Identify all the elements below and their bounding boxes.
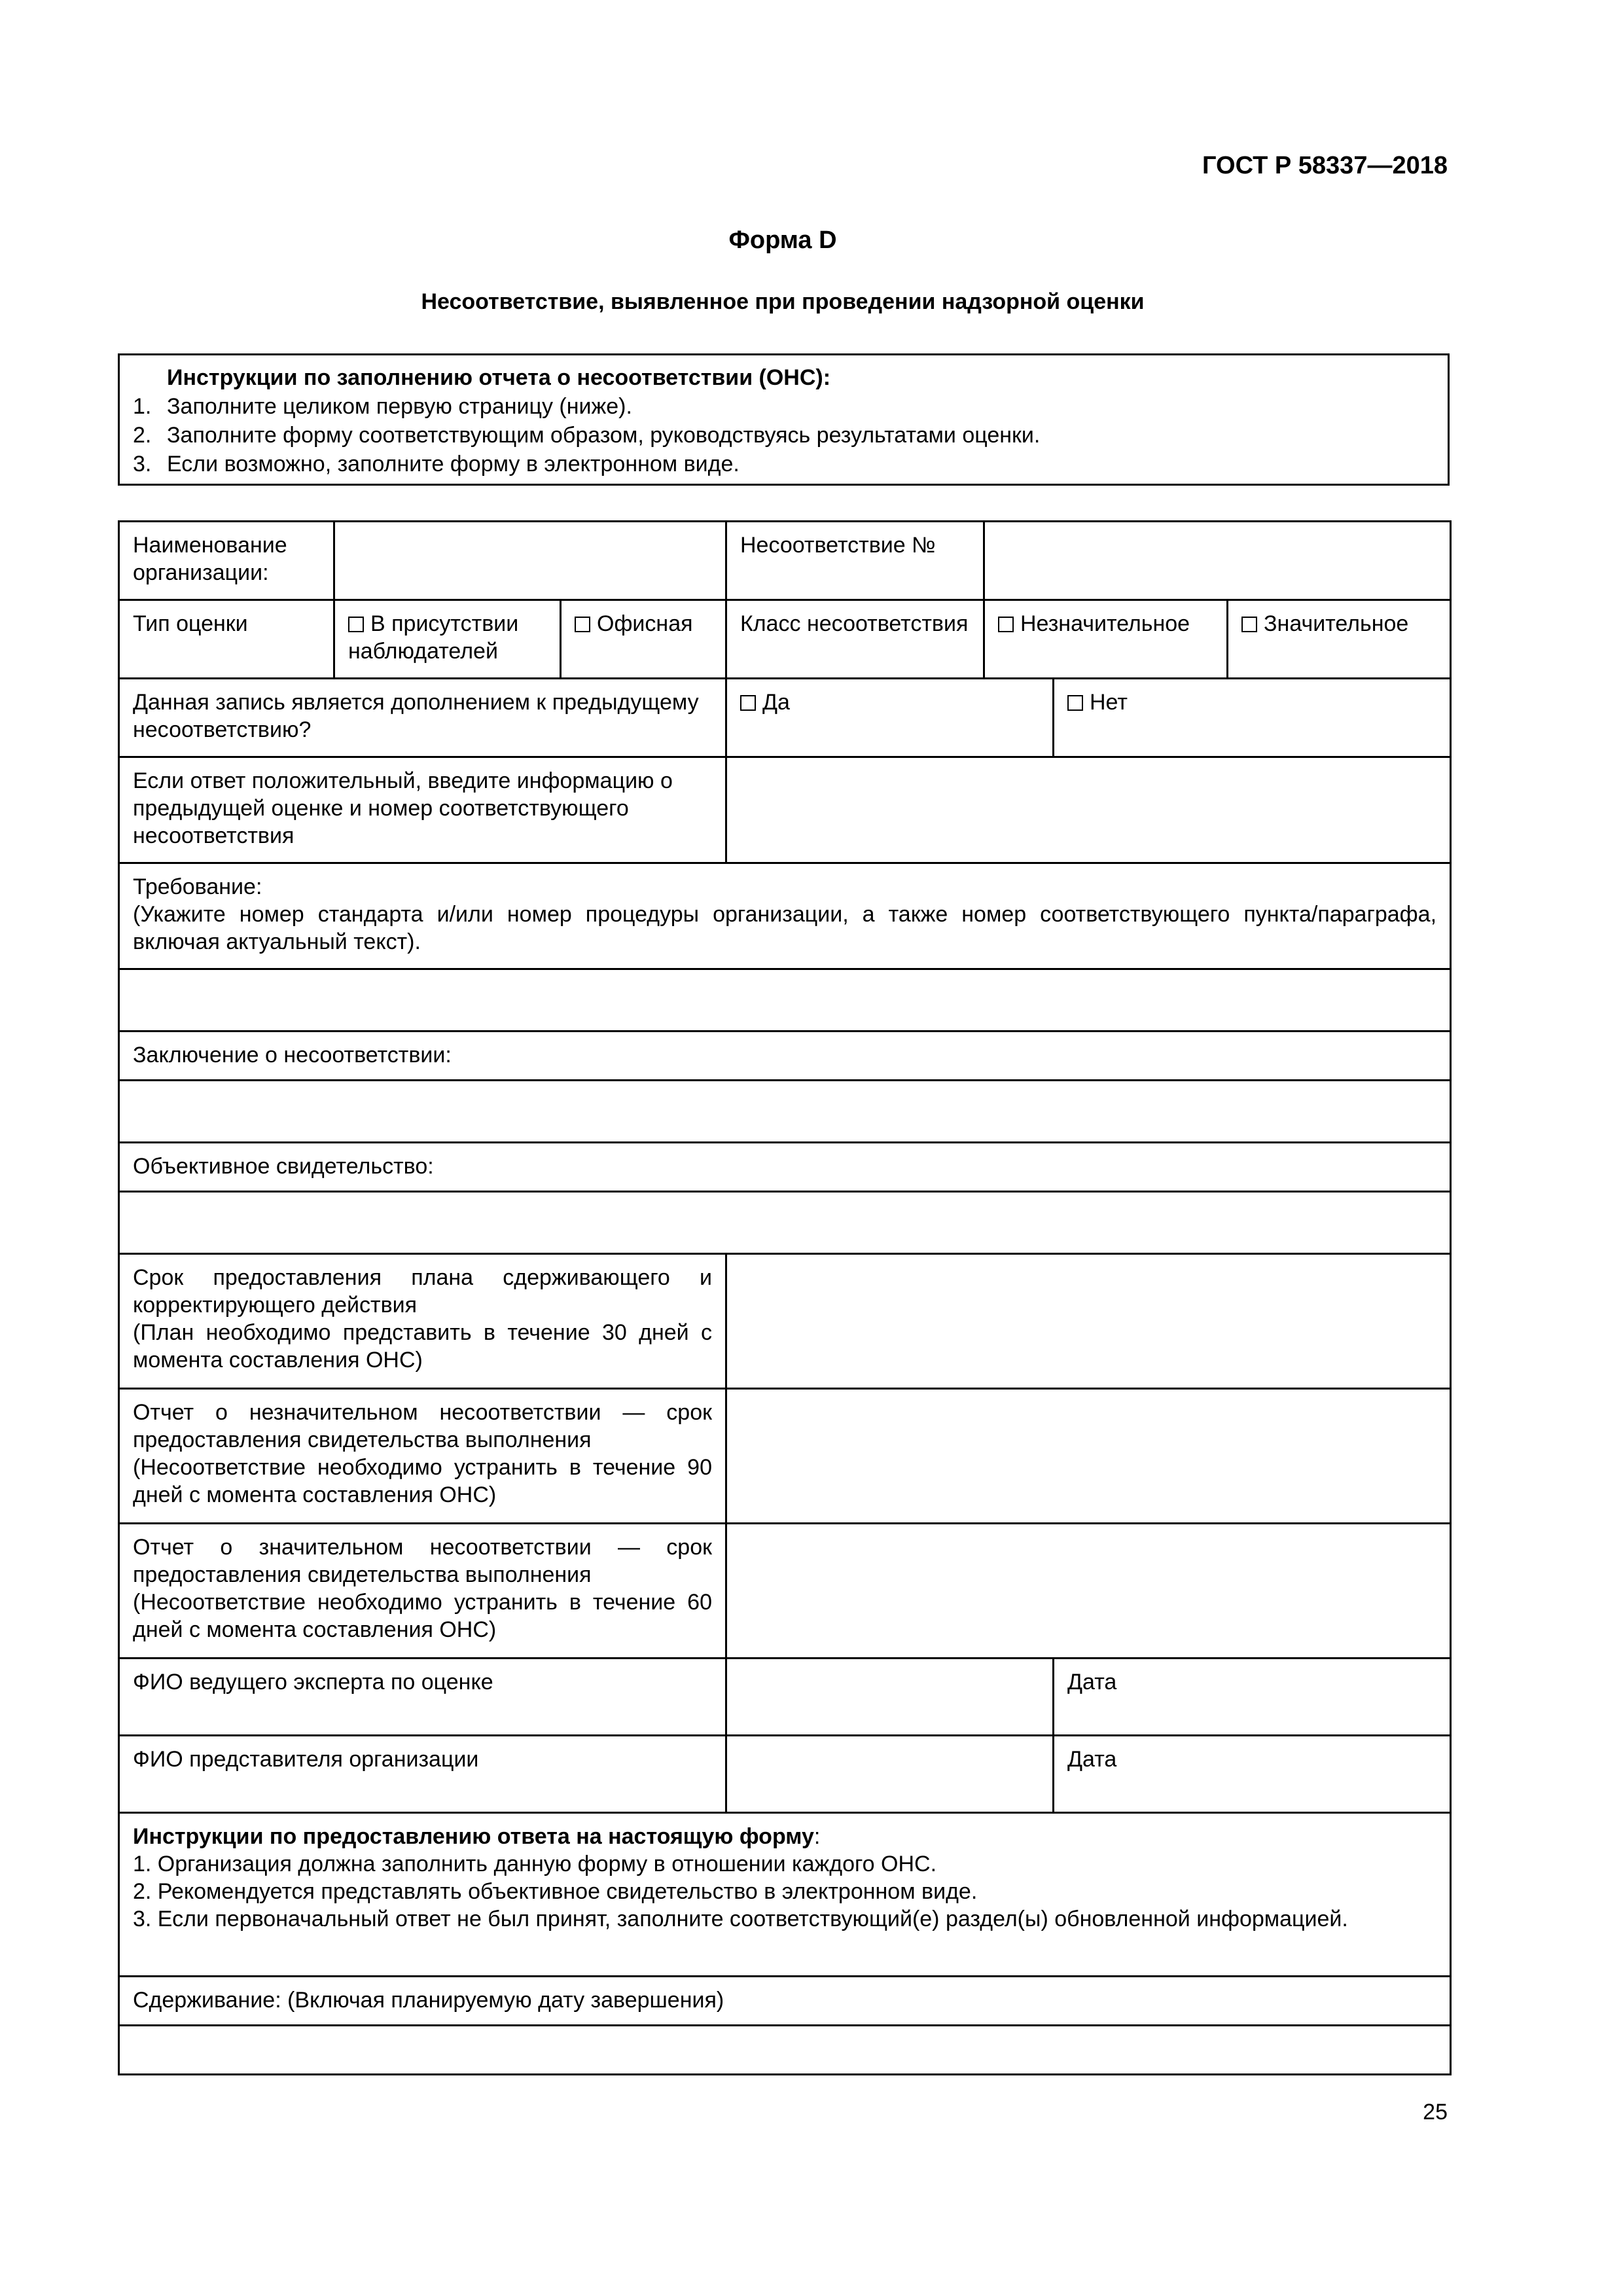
item-text: Если возможно, заполните форму в электронном виде. — [167, 452, 740, 476]
table-row — [119, 1736, 1451, 1813]
checkbox[interactable] — [740, 695, 756, 711]
option-label: Значительное — [1264, 611, 1409, 636]
table-row — [119, 679, 1451, 757]
item-number: 1. — [133, 394, 152, 419]
table-row — [119, 1143, 1451, 1192]
option-label: Да — [762, 690, 790, 715]
option-minor[interactable] — [984, 600, 1228, 679]
plan-deadline-hint: (План необходимо представить в течение 30 дней с момента составления ОНС) — [133, 1320, 712, 1372]
nc-class-label: Класс несоответствия — [726, 600, 984, 679]
nc-number-field[interactable] — [984, 522, 1451, 600]
checkbox[interactable] — [348, 617, 364, 632]
instructions-item — [133, 421, 1435, 450]
table-row — [119, 969, 1451, 1031]
item-text: Заполните форму соответствующим образом, руководствуясь результатами оценки. — [167, 423, 1041, 448]
checkbox[interactable] — [1241, 617, 1257, 632]
table-row — [119, 1977, 1451, 2026]
table-row — [119, 1192, 1451, 1254]
option-yes[interactable] — [726, 679, 1054, 757]
minor-report-cell — [119, 1389, 726, 1524]
table-row — [119, 1389, 1451, 1524]
plan-deadline-label: Срок предоставления плана сдерживающего и корректирующего действия — [133, 1265, 712, 1318]
option-office[interactable] — [561, 600, 726, 679]
table-row — [119, 1081, 1451, 1143]
option-with-observers[interactable] — [334, 600, 561, 679]
evidence-field[interactable] — [119, 1192, 1451, 1254]
option-label: Офисная — [597, 611, 693, 636]
major-report-field[interactable] — [726, 1524, 1451, 1659]
checkbox[interactable] — [575, 617, 590, 632]
conclusion-label: Заключение о несоответствии: — [119, 1031, 1451, 1081]
requirement-cell — [119, 863, 1451, 969]
table-row — [119, 863, 1451, 969]
table-row — [119, 1524, 1451, 1659]
item-number: 2. — [133, 423, 152, 448]
containment-field[interactable] — [119, 2026, 1451, 2075]
form-title: Форма D — [728, 226, 837, 254]
org-name-label: Наименование организации: — [119, 522, 334, 600]
table-row — [119, 1813, 1451, 1977]
minor-report-hint: (Несоответствие необходимо устранить в течение 90 дней с момента составления ОНС) — [133, 1455, 712, 1507]
conclusion-field[interactable] — [119, 1081, 1451, 1143]
org-name-field[interactable] — [334, 522, 726, 600]
option-label: Нет — [1090, 690, 1128, 715]
table-row — [119, 2026, 1451, 2075]
option-no[interactable] — [1054, 679, 1451, 757]
assessment-type-label: Тип оценки — [119, 600, 334, 679]
response-instructions-header — [133, 1823, 1436, 1850]
table-row — [119, 1659, 1451, 1736]
instructions-item — [133, 392, 1435, 421]
instructions-item — [133, 450, 1435, 478]
response-item: 3. Если первоначальный ответ не был принят, заполните соответствующий(е) раздел(ы) обновленной информацией. — [133, 1907, 1348, 1931]
instructions-box — [118, 353, 1450, 486]
requirement-hint: (Укажите номер стандарта и/или номер процедуры организации, а также номер соответствующего пункта/параграфа, включая актуальный текст). — [133, 902, 1437, 954]
major-report-hint: (Несоответствие необходимо устранить в течение 60 дней с момента составления ОНС) — [133, 1590, 712, 1642]
response-item: 1. Организация должна заполнить данную форму в отношении каждого ОНС. — [133, 1852, 937, 1876]
nc-number-label: Несоответствие № — [726, 522, 984, 600]
response-instructions-title: Инструкции по предоставлению ответа на настоящую форму — [133, 1824, 814, 1849]
evidence-label: Объективное свидетельство: — [119, 1143, 1451, 1192]
major-report-label: Отчет о значительном несоответствии — срок предоставления свидетельства выполнения — [133, 1535, 712, 1587]
instructions-title: Инструкции по заполнению отчета о несоответствии (ОНС): — [167, 365, 831, 390]
minor-report-label: Отчет о незначительном несоответствии — срок предоставления свидетельства выполнения — [133, 1400, 712, 1452]
date-label[interactable]: Дата — [1054, 1659, 1451, 1736]
major-report-cell — [119, 1524, 726, 1659]
plan-deadline-field[interactable] — [726, 1254, 1451, 1389]
document-code: ГОСТ Р 58337—2018 — [1202, 152, 1448, 179]
page-number: 25 — [1423, 2100, 1448, 2125]
lead-expert-field[interactable] — [726, 1659, 1054, 1736]
response-instructions-cell — [119, 1813, 1451, 1977]
date-label[interactable]: Дата — [1054, 1736, 1451, 1813]
table-row — [119, 522, 1451, 600]
org-rep-field[interactable] — [726, 1736, 1054, 1813]
minor-report-field[interactable] — [726, 1389, 1451, 1524]
containment-label: Сдерживание: (Включая планируемую дату завершения) — [119, 1977, 1451, 2026]
checkbox[interactable] — [1067, 695, 1083, 711]
requirement-label: Требование: — [133, 874, 262, 899]
checkbox[interactable] — [998, 617, 1014, 632]
form-subtitle: Несоответствие, выявленное при проведении надзорной оценки — [421, 289, 1145, 314]
lead-expert-label: ФИО ведущего эксперта по оценке — [119, 1659, 726, 1736]
response-instructions-colon: : — [813, 1824, 821, 1849]
previous-info-label: Если ответ положительный, введите информацию о предыдущей оценке и номер соответствующего несоответствия — [119, 757, 726, 863]
plan-deadline-cell — [119, 1254, 726, 1389]
supplement-question: Данная запись является дополнением к предыдущему несоответствию? — [119, 679, 726, 757]
table-row — [119, 600, 1451, 679]
item-number: 3. — [133, 452, 152, 476]
table-row — [119, 757, 1451, 863]
option-label: Незначительное — [1020, 611, 1190, 636]
option-label: В присутствии наблюдателей — [348, 611, 519, 664]
response-item: 2. Рекомендуется представлять объективное свидетельство в электронном виде. — [133, 1879, 978, 1904]
nonconformity-form-table — [118, 520, 1452, 2075]
previous-info-field[interactable] — [726, 757, 1451, 863]
option-major[interactable] — [1228, 600, 1451, 679]
table-row — [119, 1254, 1451, 1389]
requirement-field[interactable] — [119, 969, 1451, 1031]
item-text: Заполните целиком первую страницу (ниже). — [167, 394, 632, 419]
org-rep-label: ФИО представителя организации — [119, 1736, 726, 1813]
table-row — [119, 1031, 1451, 1081]
